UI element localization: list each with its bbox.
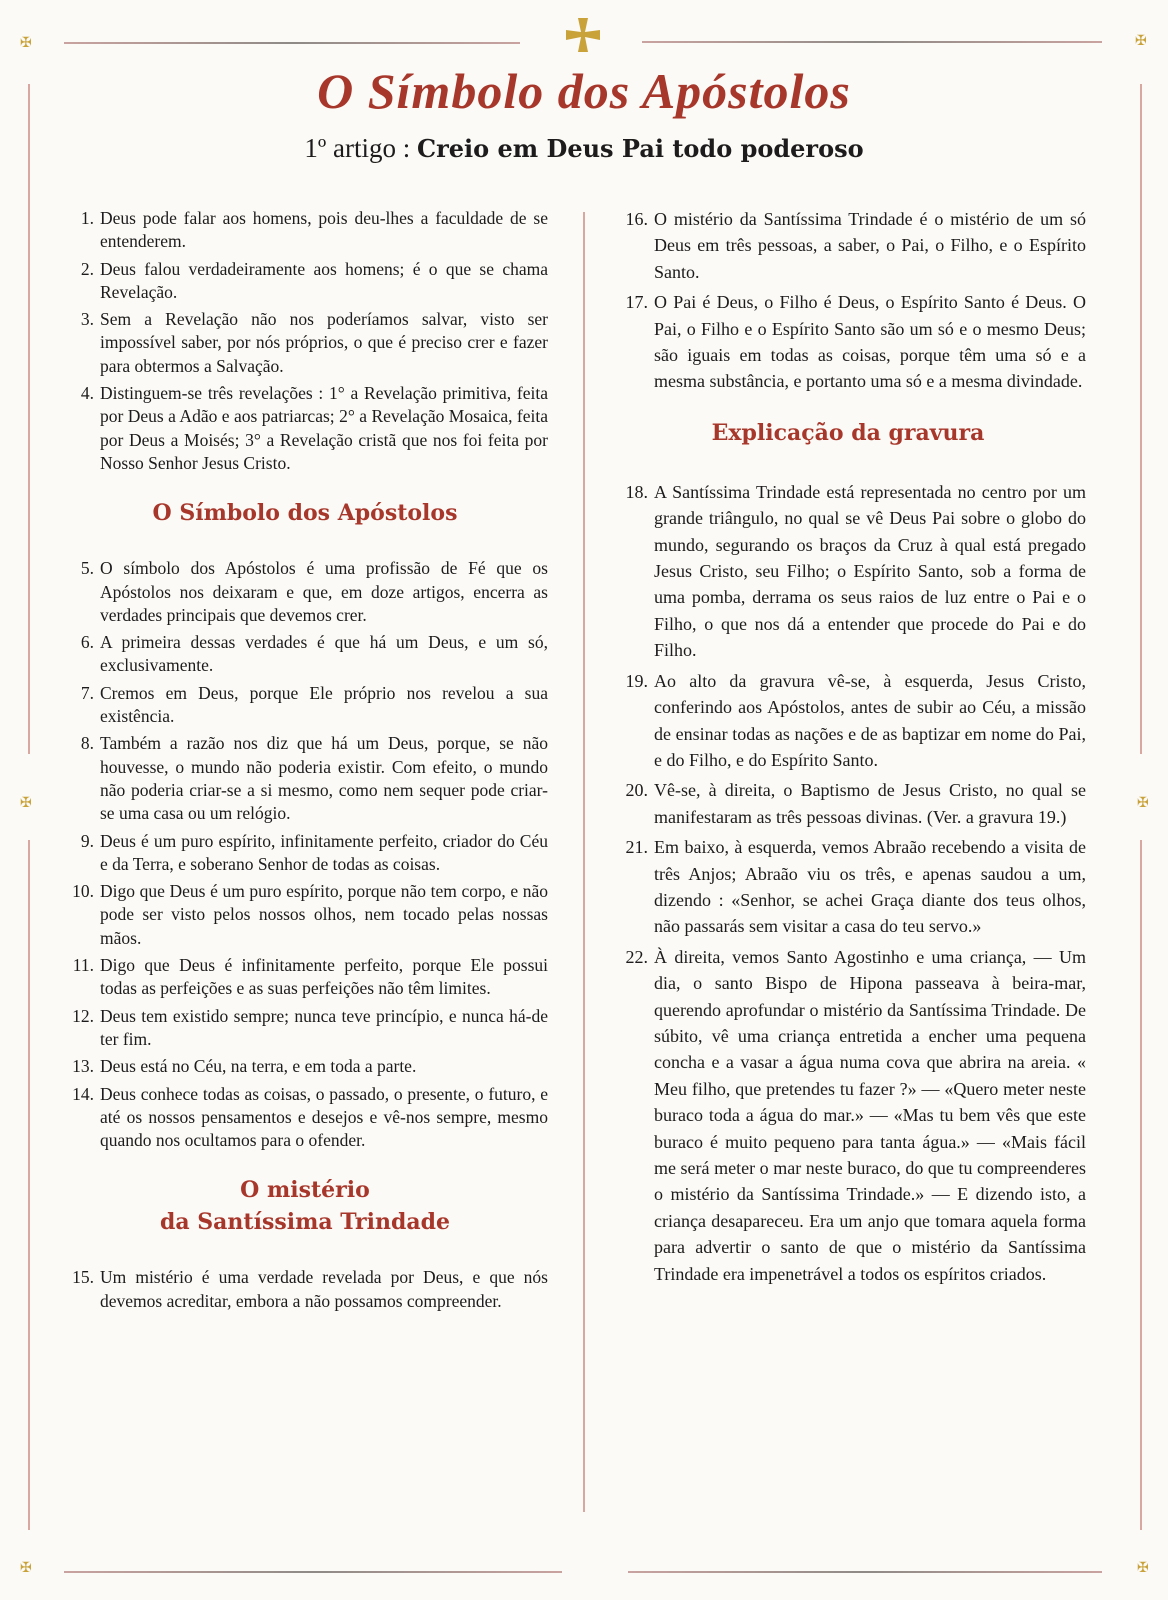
item-number: 10. — [72, 881, 94, 902]
item-number: 4. — [80, 383, 94, 404]
top-rule-right — [642, 41, 1102, 43]
corner-cross-icon: ✠ — [1137, 796, 1149, 811]
right-border — [1140, 840, 1142, 1530]
item-text: A Santíssima Trindade está representada no centro por um grande triângulo, no qual se vê Deus Pai sobre o globo do mundo, segurando os braços da Cruz à qual está pregado Jesus Cristo, seu Filho; o Espírito Santo, sob a forma de uma pomba, derrama os seus raios de luz entre o Pai e o Filho, o que nos dá a entender que procede do Pai e do Filho. — [654, 481, 1086, 661]
item-text: Digo que Deus é um puro espírito, porque não tem corpo, e não pode ser visto pelos nossos olhos, nem tocado pelas nossas mãos. — [100, 881, 548, 948]
corner-cross-icon: ✠ — [20, 36, 32, 51]
item-number: 1. — [80, 208, 94, 228]
item-number: 20. — [625, 780, 648, 801]
section-heading: O Símbolo dos Apóstolos — [152, 500, 458, 527]
item-number: 9. — [80, 830, 94, 851]
item-number: 16. — [625, 209, 648, 229]
section-heading — [62, 1174, 548, 1238]
list-item — [62, 1055, 548, 1078]
list-item — [62, 682, 548, 729]
right-column — [610, 206, 1086, 1291]
list-item — [62, 830, 548, 877]
bottom-rule-right — [628, 1571, 1102, 1573]
item-text: Cremos em Deus, porque Ele próprio nos revelou a sua existência. — [100, 682, 548, 727]
top-rule-left — [64, 42, 520, 44]
item-number: 2. — [80, 258, 94, 279]
list-item — [610, 834, 1086, 940]
list-item — [62, 1266, 548, 1313]
section-heading-line: da Santíssima Trindade — [159, 1209, 450, 1236]
item-text: Deus é um puro espírito, infinitamente perfeito, criador do Céu e da Terra, e soberano Senhor de todas as coisas. — [100, 830, 548, 874]
item-number: 8. — [80, 733, 94, 754]
item-number: 7. — [80, 682, 94, 703]
item-number: 13. — [72, 1056, 94, 1077]
item-text: Vê-se, à direita, o Baptismo de Jesus Cristo, no qual se manifestaram as três pessoas divinas. (Ver. a gravura 19.) — [654, 780, 1086, 827]
column-divider — [583, 212, 585, 1512]
cross-pattee-icon — [566, 18, 600, 52]
corner-cross-icon: ✠ — [20, 796, 32, 811]
item-text: Sem a Revelação não nos poderíamos salvar, visto ser impossível saber, por nós próprios, o que é preciso crer e fazer para obtermos a Salvação. — [100, 309, 548, 376]
item-text: À direita, vemos Santo Agostinho e uma criança, — Um dia, o santo Bispo de Hipona passeava à beira-mar, querendo aprofundar o mistério da Santíssima Trindade. De súbito, vê uma criança entretida a encher uma pequena concha e a vasar a água numa cova que abrira na areia. « Meu filho, que pretendes tu fazer ?» — «Quero meter neste buraco toda a água do mar.» — «Mas tu bem vês que este buraco é muito pequeno para tanta água.» — «Mais fácil me será meter o mar neste buraco, do que tu compreenderes o mistério da Santíssima Trindade.» — E dizendo isto, a criança desapareceu. Era um anjo que tomara aquela forma para advertir o santo de que o mistério da Santíssima Trindade era impenetrável a todos os espíritos criados. — [654, 946, 1086, 1284]
page-title: O Símbolo dos Apóstolos — [317, 63, 851, 119]
list-item — [62, 954, 548, 1001]
corner-cross-icon: ✠ — [1137, 1561, 1149, 1576]
item-text: Deus conhece todas as coisas, o passado, o presente, o futuro, e até os nossos pensamentos e desejos e vê-nos sempre, mesmo quando nos ocultamos para o ofender. — [100, 1083, 548, 1151]
item-text: Deus está no Céu, na terra, e em toda a parte. — [100, 1056, 417, 1077]
list-item — [62, 382, 548, 475]
item-text: Distinguem-se três revelações : 1° a Revelação primitiva, feita por Deus a Adão e aos patriarcas; 2° a Revelação Mosaica, feita por Deus a Moisés; 3° a Revelação cristã que nos foi feita por Nosso Senhor Jesus Cristo. — [100, 383, 548, 473]
corner-cross-icon: ✠ — [20, 1561, 32, 1576]
list-item — [62, 207, 548, 254]
article-number: 1º artigo : — [304, 133, 417, 163]
left-column — [62, 207, 548, 1317]
list-item — [62, 258, 548, 305]
item-number: 22. — [625, 946, 648, 967]
item-text: Um mistério é uma verdade revelada por Deus, e que nós devemos acreditar, embora a não possamos compreender. — [100, 1267, 548, 1311]
item-number: 14. — [72, 1083, 94, 1104]
item-text: Deus pode falar aos homens, pois deu-lhes a faculdade de se entenderem. — [100, 208, 548, 252]
section-heading: Explicação da gravura — [711, 419, 985, 446]
list-item — [62, 1005, 548, 1052]
left-border — [28, 840, 30, 1530]
section-heading-line: O mistério — [240, 1177, 370, 1204]
left-border — [28, 84, 30, 754]
list-item — [62, 308, 548, 378]
item-text: O símbolo dos Apóstolos é uma profissão de Fé que os Apóstolos nos deixaram e que, em doze artigos, encerra as verdades principais que devemos crer. — [100, 558, 548, 625]
list-item — [62, 732, 548, 825]
list-item — [610, 777, 1086, 830]
item-text: Também a razão nos diz que há um Deus, porque, se não houvesse, o mundo não poderia existir. Com efeito, o mundo não poderia criar-se a si mesmo, como nem sequer pode criar-se uma casa ou um relógio. — [100, 733, 548, 824]
item-number: 21. — [625, 837, 648, 858]
item-number: 19. — [625, 670, 648, 691]
list-item — [610, 944, 1086, 1287]
list-item — [62, 880, 548, 950]
item-number: 12. — [72, 1005, 94, 1026]
item-number: 5. — [80, 558, 94, 579]
item-number: 11. — [72, 955, 94, 976]
item-text: Em baixo, à esquerda, vemos Abraão recebendo a visita de três Anjos; Abraão viu os três, e apenas saudou a um, dizendo : «Senhor, se achei Graça diante dos teus olhos, não passarás sem visitar a casa do teu servo.» — [654, 837, 1086, 937]
item-text: A primeira dessas verdades é que há um Deus, e um só, exclusivamente. — [100, 632, 548, 676]
list-item — [62, 557, 548, 627]
right-border — [1140, 84, 1142, 754]
item-text: O mistério da Santíssima Trindade é o mistério de um só Deus em três pessoas, a saber, o Pai, o Filho, e o Espírito Santo. — [654, 209, 1086, 282]
list-item — [62, 1083, 548, 1153]
list-item — [610, 479, 1086, 664]
corner-cross-icon: ✠ — [1135, 34, 1147, 49]
item-number: 3. — [80, 309, 94, 330]
article-title: Creio em Deus Pai todo poderoso — [417, 134, 864, 163]
item-text: Deus falou verdadeiramente aos homens; é o que se chama Revelação. — [100, 258, 548, 302]
item-number: 15. — [72, 1267, 94, 1288]
item-text: Deus tem existido sempre; nunca teve princípio, e nunca há-de ter fim. — [100, 1005, 548, 1049]
item-text: Ao alto da gravura vê-se, à esquerda, Jesus Cristo, conferindo aos Apóstolos, antes de subir ao Céu, a missão de ensinar todas as nações e de as baptizar em nome do Pai, e do Filho, e do Espírito Santo. — [654, 670, 1086, 770]
item-text: Digo que Deus é infinitamente perfeito, porque Ele possui todas as perfeições e as suas perfeições não têm limites. — [100, 955, 548, 999]
list-item — [610, 289, 1086, 395]
item-number: 6. — [80, 632, 94, 653]
page-subtitle — [0, 133, 1168, 164]
item-text: O Pai é Deus, o Filho é Deus, o Espírito Santo é Deus. O Pai, o Filho e o Espírito Santo são um só e o mesmo Deus; são iguais em todas as coisas, porque têm uma só e a mesma substância, e portanto uma só e a mesma divindade. — [654, 292, 1086, 392]
list-item — [610, 668, 1086, 774]
item-number: 17. — [625, 292, 648, 313]
list-item — [62, 631, 548, 678]
item-number: 18. — [625, 481, 648, 502]
bottom-rule-left — [64, 1571, 562, 1573]
list-item — [610, 206, 1086, 285]
